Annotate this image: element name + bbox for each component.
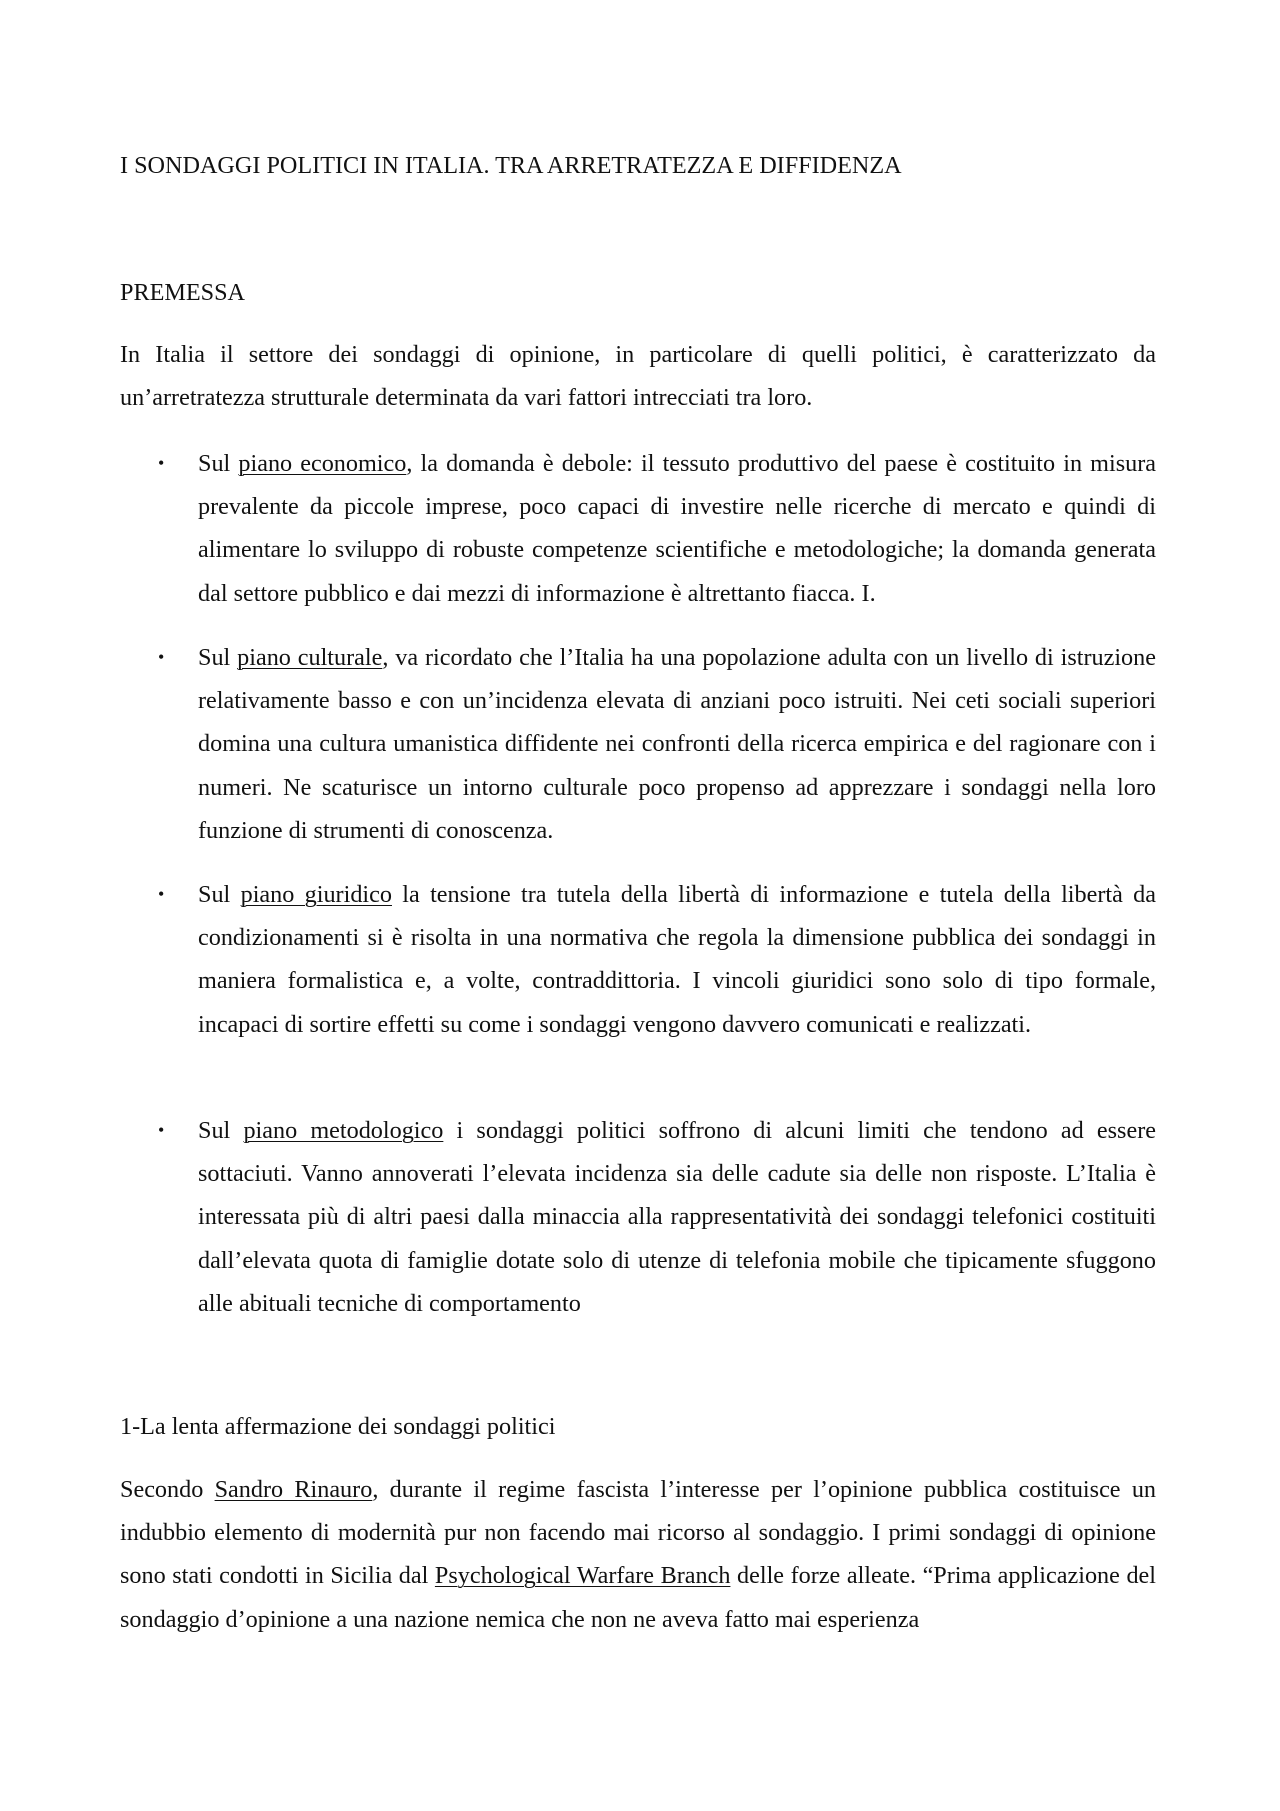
list-item-text: Sul piano economico, la domanda è debole: il tessuto produttivo del paese è costituito in misura prevalente da piccole imprese, poco capaci di investire nelle ricerche di mercato e quindi di alimentare lo sviluppo di robuste competenze scientifiche e metodologiche; la domanda generata dal settore pubblico e dai mezzi di informazione è altrettanto fiacca. I.: [198, 450, 1156, 607]
underlined-term: piano metodologico: [243, 1117, 444, 1144]
document-title: I SONDAGGI POLITICI IN ITALIA. TRA ARRETRATEZZA E DIFFIDENZA: [120, 152, 902, 179]
underlined-term: piano economico: [238, 450, 407, 477]
section-heading-1: 1-La lenta affermazione dei sondaggi politici: [120, 1413, 556, 1440]
bullet-icon: •: [158, 884, 165, 904]
bullet-icon: •: [158, 1120, 165, 1140]
list-item-text: Sul piano giuridico la tensione tra tutela della libertà di informazione e tutela della libertà da condizionamenti si è risolta in una normativa che regola la dimensione pubblica dei sondaggi in maniera formalistica e, a volte, contraddittoria. I vincoli giuridici sono solo di tipo formale, incapaci di sortire effetti su come i sondaggi vengono davvero comunicati e realizzati.: [198, 881, 1157, 1038]
bullet-icon: •: [158, 647, 165, 667]
underlined-term: piano culturale: [237, 644, 383, 671]
section1-paragraph: Secondo Sandro Rinauro, durante il regime fascista l’interesse per l’opinione pubblica costituisce un indubbio elemento di modernità pur non facendo mai ricorso al sondaggio. I primi sondaggi di opinione sono stati condotti in Sicilia dal Psychological Warfare Branch delle forze alleate. “Prima applicazione del sondaggio d’opinione a una nazione nemica che non ne aveva fatto mai esperienza: [120, 1476, 1157, 1633]
bullet-icon: •: [158, 453, 165, 473]
section-heading-premessa: PREMESSA: [120, 279, 246, 306]
list-item-text: Sul piano culturale, va ricordato che l’Italia ha una popolazione adulta con un livello di istruzione relativamente basso e con un’incidenza elevata di anziani poco istruiti. Nei ceti sociali superiori domina una cultura umanistica diffidente nei confronti della ricerca empirica e del ragionare con i numeri. Ne scaturisce un intorno culturale poco propenso ad apprezzare i sondaggi nella loro funzione di strumenti di conoscenza.: [198, 644, 1156, 844]
underlined-organization: Psychological Warfare Branch: [434, 1562, 731, 1590]
underlined-term: piano giuridico: [240, 881, 392, 908]
list-item-text: Sul piano metodologico i sondaggi politici soffrono di alcuni limiti che tendono ad essere sottaciuti. Vanno annoverati l’elevata incidenza sia delle cadute sia delle non risposte. L’Italia è interessata più di altri paesi dalla minaccia alla rappresentatività dei sondaggi telefonici costituiti dall’elevata quota di famiglie dotate solo di utenze di telefonia mobile che tipicamente sfuggono alle abituali tecniche di comportamento: [198, 1117, 1156, 1317]
intro-paragraph: In Italia il settore dei sondaggi di opinione, in particolare di quelli politici, è caratterizzato da un’arretratezza strutturale determinata da vari fattori intrecciati tra loro.: [120, 341, 1156, 412]
underlined-name: Sandro Rinauro: [214, 1476, 373, 1503]
